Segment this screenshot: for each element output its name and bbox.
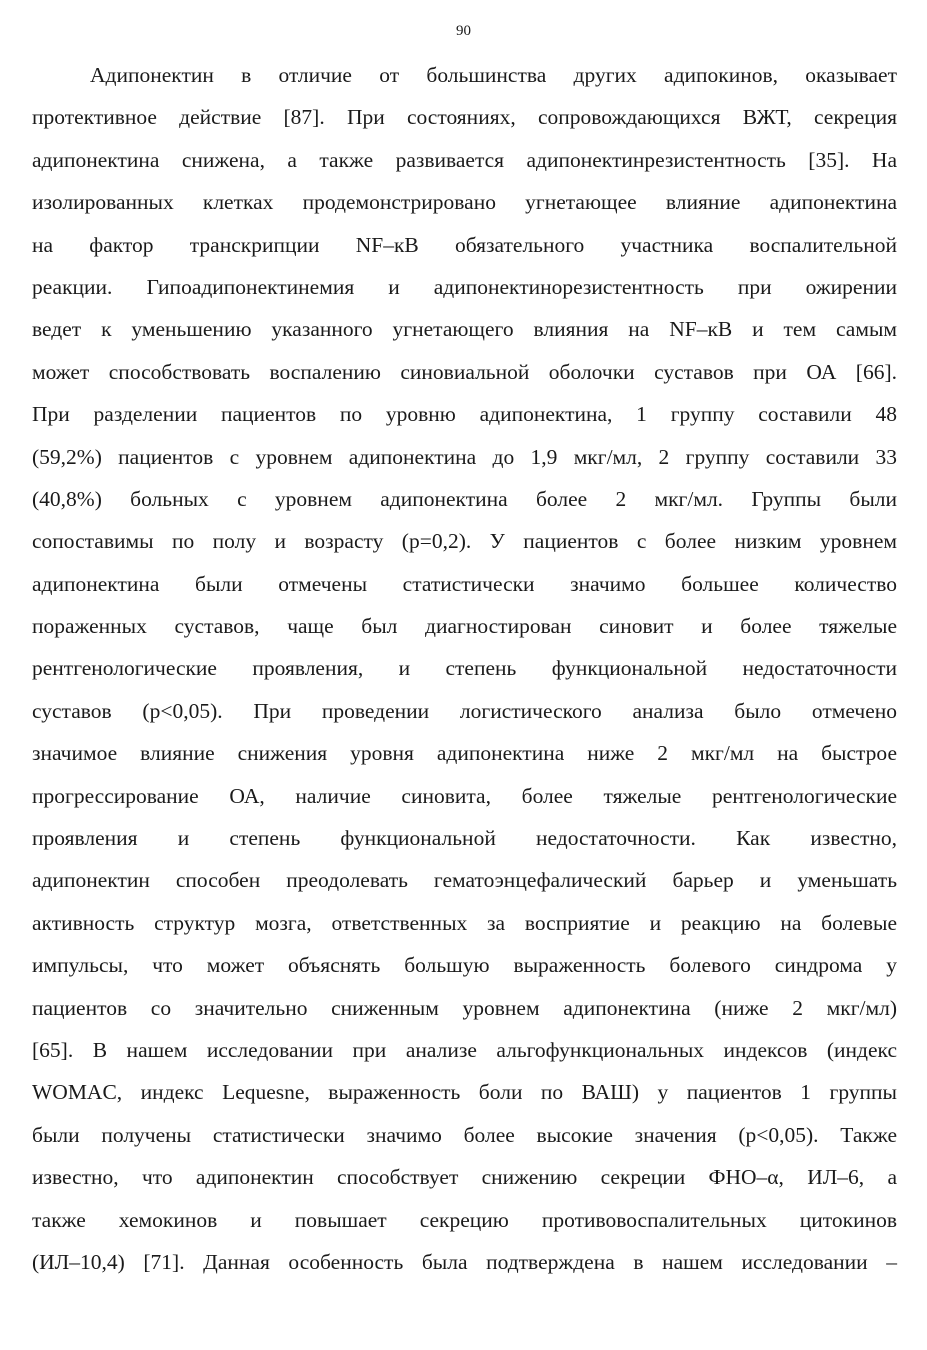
text-line: проявления и степень функциональной недостаточности. Как известно, — [32, 826, 897, 851]
text-line: пораженных суставов, чаще был диагностирован синовит и более тяжелые — [32, 614, 897, 639]
paragraph — [32, 54, 897, 1283]
text-line: (ИЛ–10,4) [71]. Данная особенность была подтверждена в нашем исследовании – — [32, 1249, 897, 1274]
text-line: пациентов со значительно сниженным уровнем адипонектина (ниже 2 мкг/мл) — [32, 995, 897, 1020]
text-line: известно, что адипонектин способствует снижению секреции ФНО–α, ИЛ–6, а — [32, 1165, 897, 1190]
text-line: на фактор транскрипции NF–кВ обязательного участника воспалительной — [32, 232, 897, 257]
text-line: активность структур мозга, ответственных за восприятие и реакцию на болевые — [32, 910, 897, 935]
text-line: При разделении пациентов по уровню адипонектина, 1 группу составили 48 — [32, 402, 897, 427]
text-line: значимое влияние снижения уровня адипонектина ниже 2 мкг/мл на быстрое — [32, 741, 897, 766]
page-number: 90 — [456, 23, 471, 39]
text-line: (40,8%) больных с уровнем адипонектина более 2 мкг/мл. Группы были — [32, 486, 897, 511]
text-line: Адипонектин в отличие от большинства других адипокинов, оказывает — [90, 63, 897, 87]
text-line: адипонектина были отмечены статистически значимо большее количество — [32, 571, 897, 596]
text-line: суставов (p<0,05). При проведении логистического анализа было отмечено — [32, 698, 897, 723]
text-line: были получены статистически значимо более высокие значения (p<0,05). Также — [32, 1122, 897, 1147]
text-line: протективное действие [87]. При состояниях, сопровождающихся ВЖТ, секреция — [32, 105, 897, 130]
text-line: [65]. В нашем исследовании при анализе альгофункциональных индексов (индекс — [32, 1037, 897, 1062]
text-line: сопоставимы по полу и возрасту (p=0,2). У пациентов с более низким уровнем — [32, 529, 897, 554]
text-line: рентгенологические проявления, и степень функциональной недостаточности — [32, 656, 897, 681]
text-line: (59,2%) пациентов с уровнем адипонектина до 1,9 мкг/мл, 2 группу составили 33 — [32, 444, 897, 469]
text-line: адипонектина снижена, а также развивается адипонектинрезистентность [35]. На — [32, 147, 897, 172]
text-line: также хемокинов и повышает секрецию противовоспалительных цитокинов — [32, 1207, 897, 1232]
text-line: реакции. Гипоадипонектинемия и адипонектинорезистентность при ожирении — [32, 274, 897, 299]
text-line: ведет к уменьшению указанного угнетающего влияния на NF–кВ и тем самым — [32, 317, 897, 342]
text-line: изолированных клетках продемонстрировано угнетающее влияние адипонектина — [32, 190, 897, 215]
text-line: WOMAC, индекс Lequesne, выраженность боли по ВАШ) у пациентов 1 группы — [32, 1080, 897, 1105]
text-line: адипонектин способен преодолевать гематоэнцефалический барьер и уменьшать — [32, 868, 897, 893]
text-line: может способствовать воспалению синовиальной оболочки суставов при ОА [66]. — [32, 359, 897, 384]
text-line: прогрессирование ОА, наличие синовита, более тяжелые рентгенологические — [32, 783, 897, 808]
text-line: импульсы, что может объяснять большую выраженность болевого синдрома у — [32, 953, 897, 978]
